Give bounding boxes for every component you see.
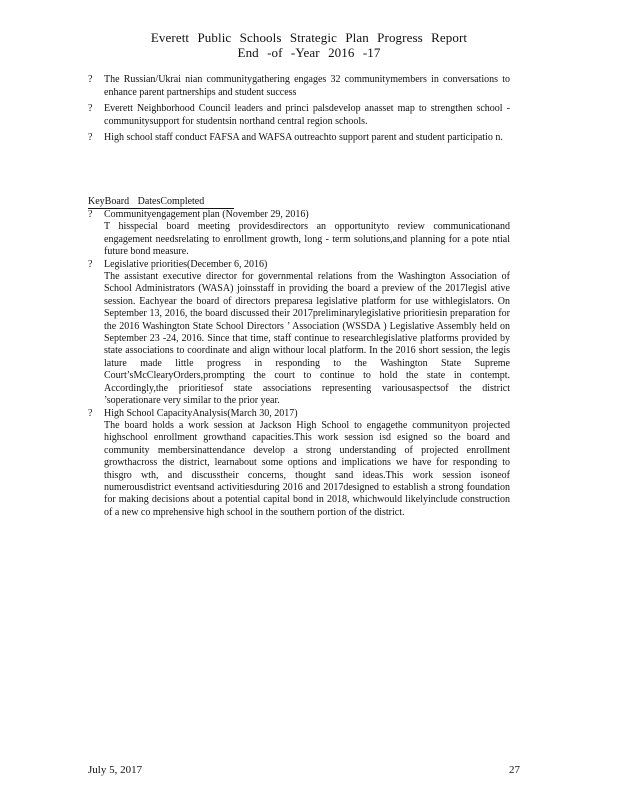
bullet-text: The Russian/Ukrai nian communitygathering engages 32 communitymembers in conversations to enhance parent partnerships and student success xyxy=(104,74,510,98)
list-item xyxy=(88,408,510,520)
bullet-marker: ? xyxy=(88,103,93,114)
bullet-text: High school staff conduct FAFSA and WAFSA outreachto support parent and student participatio n. xyxy=(104,132,503,143)
item-title: Communityengagement plan (November 29, 2016) xyxy=(104,209,309,220)
item-body: T hisspecial board meeting providesdirectors an opportunityto review communicationand engagement needsrelating to enrollment growth, long - term solutions,and planning for a pote ntial future bond measure. xyxy=(104,221,510,258)
list-item xyxy=(88,73,510,99)
item-title: Legislative priorities(December 6, 2016) xyxy=(104,258,268,270)
bullet-list xyxy=(88,73,510,147)
page-number: 27 xyxy=(509,764,520,776)
list-item xyxy=(88,259,510,408)
section-header: KeyBoard DatesCompleted xyxy=(88,196,234,209)
footer-date: July 5, 2017 xyxy=(88,764,143,776)
bullet-text: Everett Neighborhood Council leaders and princi palsdevelop anasset map to strengthen school -communitysupport for studentsin northand central region schools. xyxy=(104,103,510,127)
list-item xyxy=(88,131,510,144)
report-subtitle: End -of -Year 2016 -17 xyxy=(237,45,381,60)
item-body: The board holds a work session at Jackson High School to engagethe communityon projected highschool enrollment growthand capacities.This work session isd esigned so the board and community membersinattendance develop a strong understanding of projected enrollment growthacross the district, learnabout some options and implications we have for responding to thisgro wth, and discusstheir concerns, thought sand ideas.This work session isoneof numerousdistrict eventsand activitiesduring 2016 and 2017designed to establish a strong foundation for making decisions about a potential capital bond in 2018, whichwould likelyinclude construction of a new co mprehensive high school in the southern portion of the district. xyxy=(104,419,510,518)
report-title: Everett Public Schools Strategic Plan Progress Report xyxy=(150,30,468,45)
bullet-marker: ? xyxy=(88,209,93,220)
bullet-marker: ? xyxy=(88,407,93,419)
item-body: The assistant executive director for governmental relations from the Washington Association of School Administrators (WASA) joinsstaff in providing the board a preview of the 2017legisl ative session. Eachyear the board of directors preparesa legislative platform for use withlegislators. On September 13, 2016, the board discussed their 2017preliminarylegislative prioritiesin preparation for the 2016 Washington State School Directors ’ Association (WSSDA ) Legislative Assembly held on September 23 -24, 2016. Since that time, staff continue to researchlegislative platforms provided by state associations to coordinate and align withour local platform. In the 2016 short session, the legis lature made little progress in responding to the Washington State Supreme Court’sMcClearyOrders,prompting the court to continue to hold the state in contempt. Accordingly,the prioritiesof state associations representing variousaspectsof the district ’soperationare very similar to the prior year. xyxy=(104,271,510,407)
bullet-marker: ? xyxy=(88,74,93,85)
board-dates-list xyxy=(88,209,510,519)
list-item xyxy=(88,209,510,259)
item-title: High School CapacityAnalysis(March 30, 2017) xyxy=(104,407,298,419)
bullet-marker: ? xyxy=(88,132,93,143)
bullet-marker: ? xyxy=(88,258,93,270)
list-item xyxy=(88,102,510,128)
